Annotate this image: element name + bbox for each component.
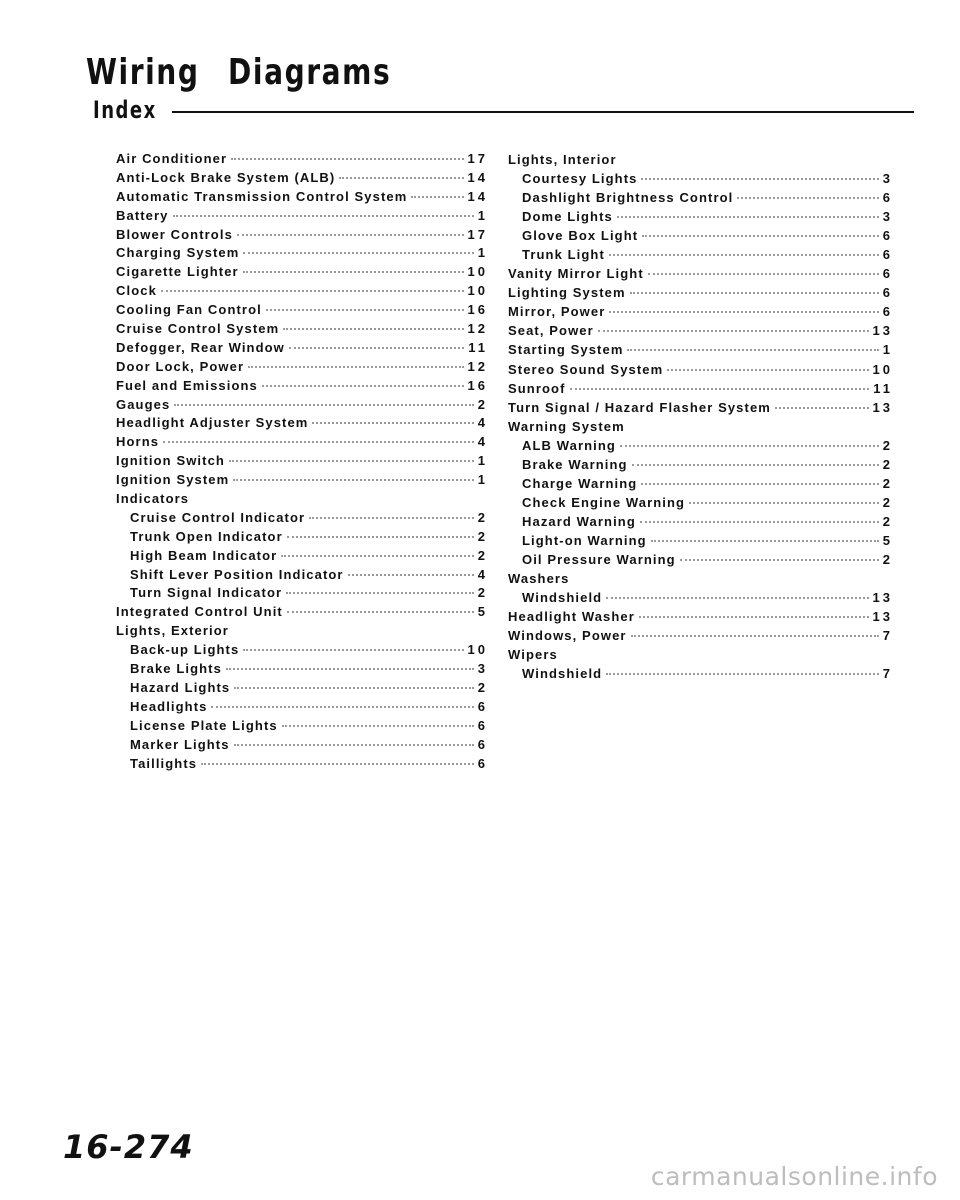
entry-label: Taillights bbox=[130, 755, 198, 771]
dot-leader bbox=[617, 216, 879, 218]
index-entry bbox=[508, 207, 893, 226]
index-entry bbox=[116, 452, 488, 471]
entry-page-number: 6 bbox=[882, 266, 893, 282]
entry-label: Turn Signal Indicator bbox=[130, 585, 283, 601]
dot-leader bbox=[309, 517, 474, 519]
entry-label: High Beam Indicator bbox=[130, 547, 278, 563]
index-entry bbox=[116, 207, 488, 226]
index-entry bbox=[508, 379, 893, 398]
entry-page-number: 2 bbox=[882, 494, 893, 510]
entry-label: Integrated Control Unit bbox=[116, 604, 283, 620]
entry-label: Glove Box Light bbox=[522, 228, 639, 244]
index-entry bbox=[508, 436, 893, 455]
dot-leader bbox=[667, 369, 868, 371]
entry-page-number: 10 bbox=[467, 264, 488, 280]
index-heading bbox=[116, 490, 488, 509]
entry-label: Lights, Interior bbox=[508, 152, 617, 167]
dot-leader bbox=[211, 706, 473, 708]
index-entry bbox=[508, 264, 893, 283]
index-entry bbox=[508, 531, 893, 550]
entry-label: Door Lock, Power bbox=[116, 358, 245, 374]
index-entry bbox=[116, 528, 488, 547]
entry-label: Hazard Warning bbox=[522, 513, 636, 529]
entry-label: Vanity Mirror Light bbox=[508, 266, 644, 282]
index-entry bbox=[116, 414, 488, 433]
dot-leader bbox=[639, 616, 869, 618]
dot-leader bbox=[262, 385, 464, 387]
entry-label: Air Conditioner bbox=[116, 151, 228, 166]
entry-label: Ignition Switch bbox=[116, 453, 225, 469]
entry-label: Cruise Control System bbox=[116, 321, 280, 337]
entry-page-number: 2 bbox=[477, 509, 488, 525]
entry-page-number: 3 bbox=[882, 209, 893, 225]
index-entry bbox=[508, 245, 893, 264]
index-entry bbox=[508, 398, 893, 417]
entry-page-number: 14 bbox=[467, 169, 488, 185]
entry-label: Oil Pressure Warning bbox=[522, 551, 676, 567]
index-entry bbox=[116, 660, 488, 679]
index-column-right bbox=[508, 150, 893, 683]
entry-label: Ignition System bbox=[116, 472, 230, 488]
index-entry bbox=[116, 471, 488, 490]
entry-page-number: 1 bbox=[882, 342, 893, 358]
index-entry bbox=[116, 717, 488, 736]
dot-leader bbox=[640, 521, 879, 523]
dot-leader bbox=[163, 441, 474, 443]
entry-label: Check Engine Warning bbox=[522, 494, 686, 510]
entry-label: ALB Warning bbox=[522, 437, 616, 453]
index-entry bbox=[116, 679, 488, 698]
index-entry bbox=[116, 584, 488, 603]
entry-page-number: 5 bbox=[882, 532, 893, 548]
index-entry bbox=[508, 664, 893, 683]
index-entry bbox=[116, 396, 488, 415]
dot-leader bbox=[282, 725, 474, 727]
index-heading bbox=[508, 645, 893, 664]
entry-page-number: 11 bbox=[873, 380, 893, 396]
entry-page-number: 3 bbox=[477, 661, 488, 677]
index-entry bbox=[508, 340, 893, 359]
entry-label: Dashlight Brightness Control bbox=[522, 190, 734, 206]
index-entry bbox=[116, 282, 488, 301]
dot-leader bbox=[283, 328, 463, 330]
entry-label: Sunroof bbox=[508, 380, 566, 396]
dot-leader bbox=[231, 158, 463, 160]
index-entry bbox=[116, 188, 488, 207]
dot-leader bbox=[243, 252, 473, 254]
dot-leader bbox=[737, 197, 878, 199]
entry-page-number: 14 bbox=[467, 188, 488, 204]
dot-leader bbox=[233, 479, 473, 481]
entry-page-number: 6 bbox=[477, 736, 488, 752]
entry-page-number: 6 bbox=[477, 717, 488, 733]
index-heading bbox=[508, 569, 893, 588]
dot-leader bbox=[620, 445, 879, 447]
entry-page-number: 17 bbox=[467, 226, 488, 242]
page-title: Wiring Diagrams bbox=[86, 52, 392, 93]
dot-leader bbox=[642, 235, 879, 237]
entry-page-number: 2 bbox=[882, 475, 893, 491]
entry-page-number: 5 bbox=[477, 604, 488, 620]
index-entry bbox=[116, 301, 488, 320]
entry-page-number: 16 bbox=[467, 302, 488, 318]
index-entry bbox=[116, 433, 488, 452]
entry-page-number: 2 bbox=[882, 513, 893, 529]
entry-page-number: 6 bbox=[882, 228, 893, 244]
entry-label: Gauges bbox=[116, 396, 171, 412]
dot-leader bbox=[598, 330, 869, 332]
dot-leader bbox=[229, 460, 474, 462]
index-entry bbox=[116, 226, 488, 245]
dot-leader bbox=[630, 292, 879, 294]
entry-page-number: 10 bbox=[872, 361, 893, 377]
entry-label: Marker Lights bbox=[130, 736, 230, 752]
index-entry bbox=[116, 736, 488, 755]
dot-leader bbox=[775, 407, 869, 409]
entry-label: Charge Warning bbox=[522, 475, 638, 491]
dot-leader bbox=[606, 673, 879, 675]
dot-leader bbox=[689, 502, 879, 504]
dot-leader bbox=[348, 574, 474, 576]
entry-page-number: 1 bbox=[477, 245, 488, 261]
dot-leader bbox=[287, 611, 474, 613]
entry-page-number: 2 bbox=[477, 547, 488, 563]
index-entry bbox=[508, 474, 893, 493]
entry-label: Trunk Light bbox=[522, 247, 605, 263]
index-entry bbox=[116, 641, 488, 660]
index-entry bbox=[508, 321, 893, 340]
dot-leader bbox=[281, 555, 473, 557]
index-entry bbox=[508, 588, 893, 607]
entry-label: Hazard Lights bbox=[130, 679, 231, 695]
dot-leader bbox=[411, 196, 463, 198]
dot-leader bbox=[651, 540, 879, 542]
dot-leader bbox=[312, 422, 473, 424]
entry-page-number: 2 bbox=[477, 528, 488, 544]
dot-leader bbox=[648, 273, 879, 275]
index-entry bbox=[508, 550, 893, 569]
dot-leader bbox=[201, 763, 474, 765]
dot-leader bbox=[609, 254, 879, 256]
index-entry bbox=[116, 244, 488, 263]
entry-label: Courtesy Lights bbox=[522, 171, 638, 187]
entry-page-number: 10 bbox=[467, 642, 488, 658]
entry-label: Indicators bbox=[116, 491, 190, 507]
entry-page-number: 2 bbox=[477, 396, 488, 412]
entry-page-number: 6 bbox=[882, 304, 893, 320]
index-entry bbox=[508, 360, 893, 379]
entry-page-number: 6 bbox=[477, 755, 488, 771]
entry-page-number: 13 bbox=[872, 590, 893, 606]
index-entry bbox=[508, 512, 893, 531]
index-entry bbox=[116, 377, 488, 396]
entry-page-number: 2 bbox=[882, 456, 893, 472]
entry-label: Blower Controls bbox=[116, 226, 233, 242]
index-entry bbox=[508, 226, 893, 245]
entry-page-number: 17 bbox=[467, 151, 488, 166]
index-entry bbox=[508, 188, 893, 207]
dot-leader bbox=[161, 290, 464, 292]
entry-label: Turn Signal / Hazard Flasher System bbox=[508, 399, 771, 415]
index-entry bbox=[116, 566, 488, 585]
entry-label: Cigarette Lighter bbox=[116, 264, 239, 280]
entry-label: Light-on Warning bbox=[522, 532, 647, 548]
index-entry bbox=[116, 150, 488, 169]
entry-page-number: 16 bbox=[467, 377, 488, 393]
dot-leader bbox=[286, 592, 474, 594]
dot-leader bbox=[641, 178, 878, 180]
entry-label: Cruise Control Indicator bbox=[130, 509, 306, 525]
entry-page-number: 4 bbox=[477, 566, 488, 582]
entry-label: License Plate Lights bbox=[130, 717, 278, 733]
entry-page-number: 1 bbox=[477, 472, 488, 488]
entry-label: Headlight Washer bbox=[508, 609, 635, 625]
entry-page-number: 7 bbox=[882, 628, 893, 644]
entry-page-number: 12 bbox=[467, 358, 488, 374]
entry-page-number: 4 bbox=[477, 415, 488, 431]
dot-leader bbox=[174, 404, 473, 406]
dot-leader bbox=[243, 649, 463, 651]
index-entry bbox=[508, 607, 893, 626]
entry-label: Stereo Sound System bbox=[508, 361, 664, 377]
dot-leader bbox=[266, 309, 464, 311]
entry-label: Dome Lights bbox=[522, 209, 613, 225]
index-entry bbox=[116, 320, 488, 339]
entry-page-number: 13 bbox=[872, 323, 893, 339]
entry-page-number: 6 bbox=[882, 190, 893, 206]
entry-label: Warning System bbox=[508, 418, 625, 434]
entry-label: Anti-Lock Brake System (ALB) bbox=[116, 169, 336, 185]
index-entry bbox=[116, 169, 488, 188]
entry-page-number: 12 bbox=[467, 321, 488, 337]
index-entry bbox=[508, 626, 893, 645]
index-entry bbox=[508, 283, 893, 302]
page-number: 16-274 bbox=[63, 1128, 194, 1166]
index-entry bbox=[116, 603, 488, 622]
dot-leader bbox=[234, 687, 474, 689]
entry-label: Lights, Exterior bbox=[116, 623, 229, 639]
entry-label: Headlights bbox=[130, 698, 208, 714]
entry-label: Shift Lever Position Indicator bbox=[130, 566, 344, 582]
entry-label: Cooling Fan Control bbox=[116, 302, 262, 318]
entry-label: Brake Lights bbox=[130, 661, 222, 677]
entry-page-number: 2 bbox=[477, 585, 488, 601]
dot-leader bbox=[606, 597, 868, 599]
index-entry bbox=[508, 455, 893, 474]
entry-page-number: 6 bbox=[882, 285, 893, 301]
entry-label: Defogger, Rear Window bbox=[116, 339, 285, 355]
entry-page-number: 13 bbox=[872, 399, 893, 415]
entry-page-number: 1 bbox=[477, 207, 488, 223]
index-entry bbox=[508, 169, 893, 188]
entry-label: Washers bbox=[508, 571, 570, 587]
entry-page-number: 13 bbox=[872, 609, 893, 625]
entry-label: Headlight Adjuster System bbox=[116, 415, 309, 431]
index-entry bbox=[508, 493, 893, 512]
entry-label: Charging System bbox=[116, 245, 240, 261]
entry-label: Fuel and Emissions bbox=[116, 377, 258, 393]
entry-label: Automatic Transmission Control System bbox=[116, 188, 408, 204]
index-heading bbox=[116, 622, 488, 641]
entry-label: Trunk Open Indicator bbox=[130, 528, 283, 544]
index-entry bbox=[508, 302, 893, 321]
entry-page-number: 4 bbox=[477, 434, 488, 450]
entry-label: Mirror, Power bbox=[508, 304, 606, 320]
entry-label: Brake Warning bbox=[522, 456, 628, 472]
entry-label: Clock bbox=[116, 283, 157, 299]
index-heading bbox=[508, 150, 893, 169]
entry-page-number: 11 bbox=[468, 339, 488, 355]
dot-leader bbox=[237, 234, 464, 236]
dot-leader bbox=[632, 464, 879, 466]
dot-leader bbox=[680, 559, 879, 561]
dot-leader bbox=[570, 388, 870, 390]
index-entry bbox=[116, 698, 488, 717]
entry-page-number: 3 bbox=[882, 171, 893, 187]
dot-leader bbox=[631, 635, 879, 637]
index-entry bbox=[116, 263, 488, 282]
entry-page-number: 2 bbox=[882, 551, 893, 567]
dot-leader bbox=[248, 366, 463, 368]
entry-page-number: 1 bbox=[477, 453, 488, 469]
entry-page-number: 6 bbox=[477, 698, 488, 714]
index-entry bbox=[116, 547, 488, 566]
entry-label: Windshield bbox=[522, 590, 603, 606]
index-entry bbox=[116, 755, 488, 774]
dot-leader bbox=[339, 177, 463, 179]
page-subtitle: Index bbox=[93, 96, 157, 124]
watermark: carmanualsonline.info bbox=[650, 1162, 938, 1191]
index-entry bbox=[116, 339, 488, 358]
dot-leader bbox=[173, 215, 474, 217]
dot-leader bbox=[641, 483, 878, 485]
dot-leader bbox=[234, 744, 474, 746]
dot-leader bbox=[627, 349, 878, 351]
entry-page-number: 7 bbox=[882, 666, 893, 682]
dot-leader bbox=[609, 311, 878, 313]
dot-leader bbox=[287, 536, 474, 538]
entry-label: Seat, Power bbox=[508, 323, 594, 339]
dot-leader bbox=[226, 668, 474, 670]
index-heading bbox=[508, 417, 893, 436]
entry-label: Windshield bbox=[522, 666, 603, 682]
entry-label: Lighting System bbox=[508, 285, 626, 301]
dot-leader bbox=[243, 271, 464, 273]
index-entry bbox=[116, 358, 488, 377]
entry-page-number: 2 bbox=[477, 679, 488, 695]
entry-label: Back-up Lights bbox=[130, 642, 240, 658]
entry-label: Battery bbox=[116, 207, 169, 223]
entry-page-number: 6 bbox=[882, 247, 893, 263]
entry-page-number: 2 bbox=[882, 437, 893, 453]
entry-page-number: 10 bbox=[467, 283, 488, 299]
title-rule bbox=[172, 111, 914, 113]
entry-label: Wipers bbox=[508, 647, 558, 663]
entry-label: Windows, Power bbox=[508, 628, 627, 644]
index-entry bbox=[116, 509, 488, 528]
dot-leader bbox=[289, 347, 464, 349]
entry-label: Horns bbox=[116, 434, 160, 450]
index-column-left bbox=[116, 150, 488, 773]
entry-label: Starting System bbox=[508, 342, 624, 358]
